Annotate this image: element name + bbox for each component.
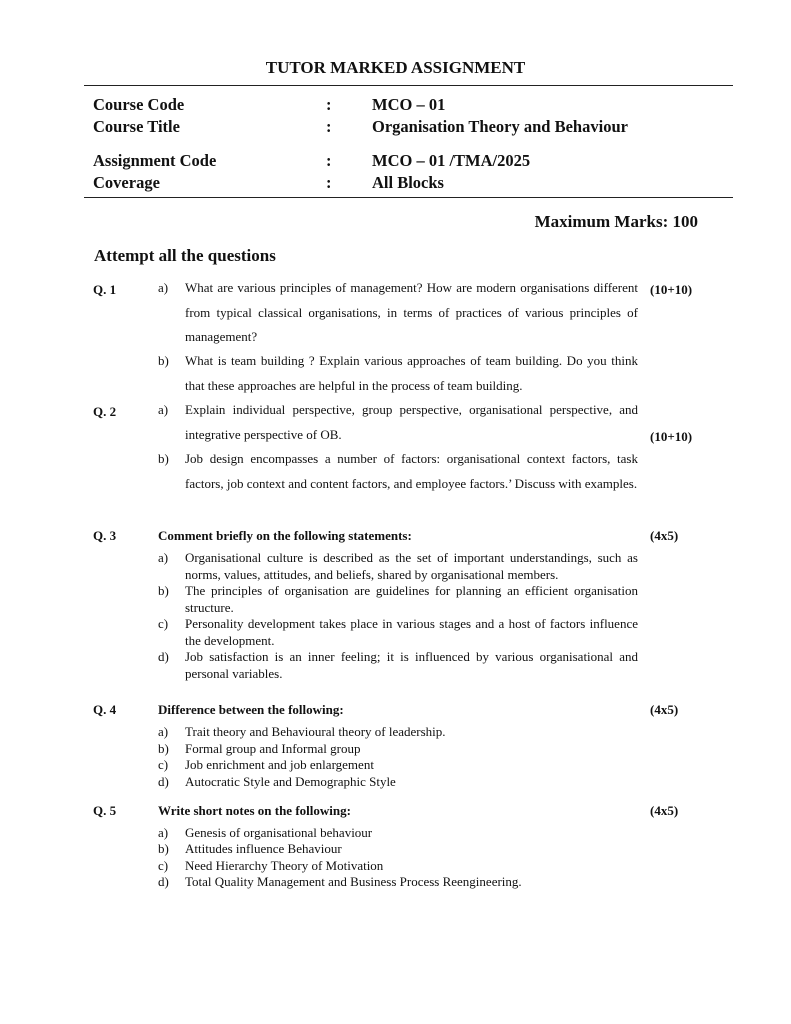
question-item-text: The principles of organisation are guidelines for planning an efficient organisation structure.: [185, 583, 638, 615]
question-number: Q. 2: [93, 404, 117, 419]
info-colon: :: [326, 117, 332, 136]
question-heading: Difference between the following:: [158, 702, 344, 717]
question-number: Q. 4: [93, 702, 117, 717]
item-letter: b): [158, 741, 169, 756]
item-letter: b): [158, 353, 169, 368]
info-colon: :: [326, 151, 332, 170]
question-item-text: Autocratic Style and Demographic Style: [185, 774, 396, 789]
question-item-text: Trait theory and Behavioural theory of leadership.: [185, 724, 446, 739]
item-letter: b): [158, 583, 169, 598]
question-marks: (10+10): [650, 282, 693, 297]
question-item-text: Need Hierarchy Theory of Motivation: [185, 858, 384, 873]
question-item-text: Personality development takes place in various stages and a host of factors influence the development.: [185, 616, 638, 648]
item-letter: d): [158, 874, 169, 889]
question-item-text: Attitudes influence Behaviour: [185, 841, 342, 856]
question-item-text: Explain individual perspective, group perspective, organisational perspective, and integrative perspective of OB.: [185, 402, 638, 442]
question-number: Q. 1: [93, 282, 117, 297]
question-marks: (4x5): [650, 702, 679, 717]
question-item-text: Organisational culture is described as the set of important understandings, such as norms, values, attitudes, and beliefs, shared by organisational members.: [185, 550, 638, 582]
item-letter: c): [158, 757, 169, 772]
item-letter: a): [158, 280, 169, 295]
item-letter: c): [158, 616, 169, 631]
question-item-text: Total Quality Management and Business Process Reengineering.: [185, 874, 522, 889]
question-heading: Write short notes on the following:: [158, 803, 351, 818]
question-marks: (4x5): [650, 528, 679, 543]
item-letter: a): [158, 550, 169, 565]
top-divider: [84, 85, 733, 86]
info-value: Organisation Theory and Behaviour: [372, 117, 628, 136]
document-title: TUTOR MARKED ASSIGNMENT: [265, 58, 526, 77]
info-label: Course Title: [93, 117, 180, 136]
info-label: Course Code: [93, 95, 185, 114]
question-item-text: What are various principles of management? How are modern organisations different from typical classical organisations, in terms of practices of various principles of management?: [185, 280, 638, 344]
item-letter: c): [158, 858, 169, 873]
question-item-text: Job satisfaction is an inner feeling; it is influenced by various organisational and personal variables.: [185, 649, 638, 681]
item-letter: b): [158, 841, 169, 856]
question-item-text: Genesis of organisational behaviour: [185, 825, 373, 840]
info-colon: :: [326, 173, 332, 192]
item-letter: d): [158, 649, 169, 664]
question-item-text: Job enrichment and job enlargement: [185, 757, 374, 772]
bottom-divider: [84, 197, 733, 198]
info-value: MCO – 01: [372, 95, 446, 114]
question-heading: Comment briefly on the following statements:: [158, 528, 412, 543]
question-item-text: Formal group and Informal group: [185, 741, 361, 756]
info-label: Assignment Code: [93, 151, 217, 170]
item-letter: a): [158, 724, 169, 739]
question-number: Q. 5: [93, 803, 117, 818]
question-marks: (10+10): [650, 429, 693, 444]
question-item-text: Job design encompasses a number of factors: organisational context factors, task factors, job context and content factors, and employee factors.’ Discuss with examples.: [185, 451, 638, 491]
item-letter: a): [158, 402, 169, 417]
question-marks: (4x5): [650, 803, 679, 818]
info-colon: :: [326, 95, 332, 114]
question-item-text: What is team building ? Explain various approaches of team building. Do you think that these approaches are helpful in the process of team building.: [185, 353, 638, 393]
item-letter: b): [158, 451, 169, 466]
item-letter: d): [158, 774, 169, 789]
info-value: MCO – 01 /TMA/2025: [372, 151, 531, 170]
maximum-marks: Maximum Marks: 100: [534, 212, 698, 231]
instruction-heading: Attempt all the questions: [94, 246, 276, 265]
question-number: Q. 3: [93, 528, 117, 543]
info-value: All Blocks: [372, 173, 444, 192]
info-label: Coverage: [93, 173, 160, 192]
item-letter: a): [158, 825, 169, 840]
